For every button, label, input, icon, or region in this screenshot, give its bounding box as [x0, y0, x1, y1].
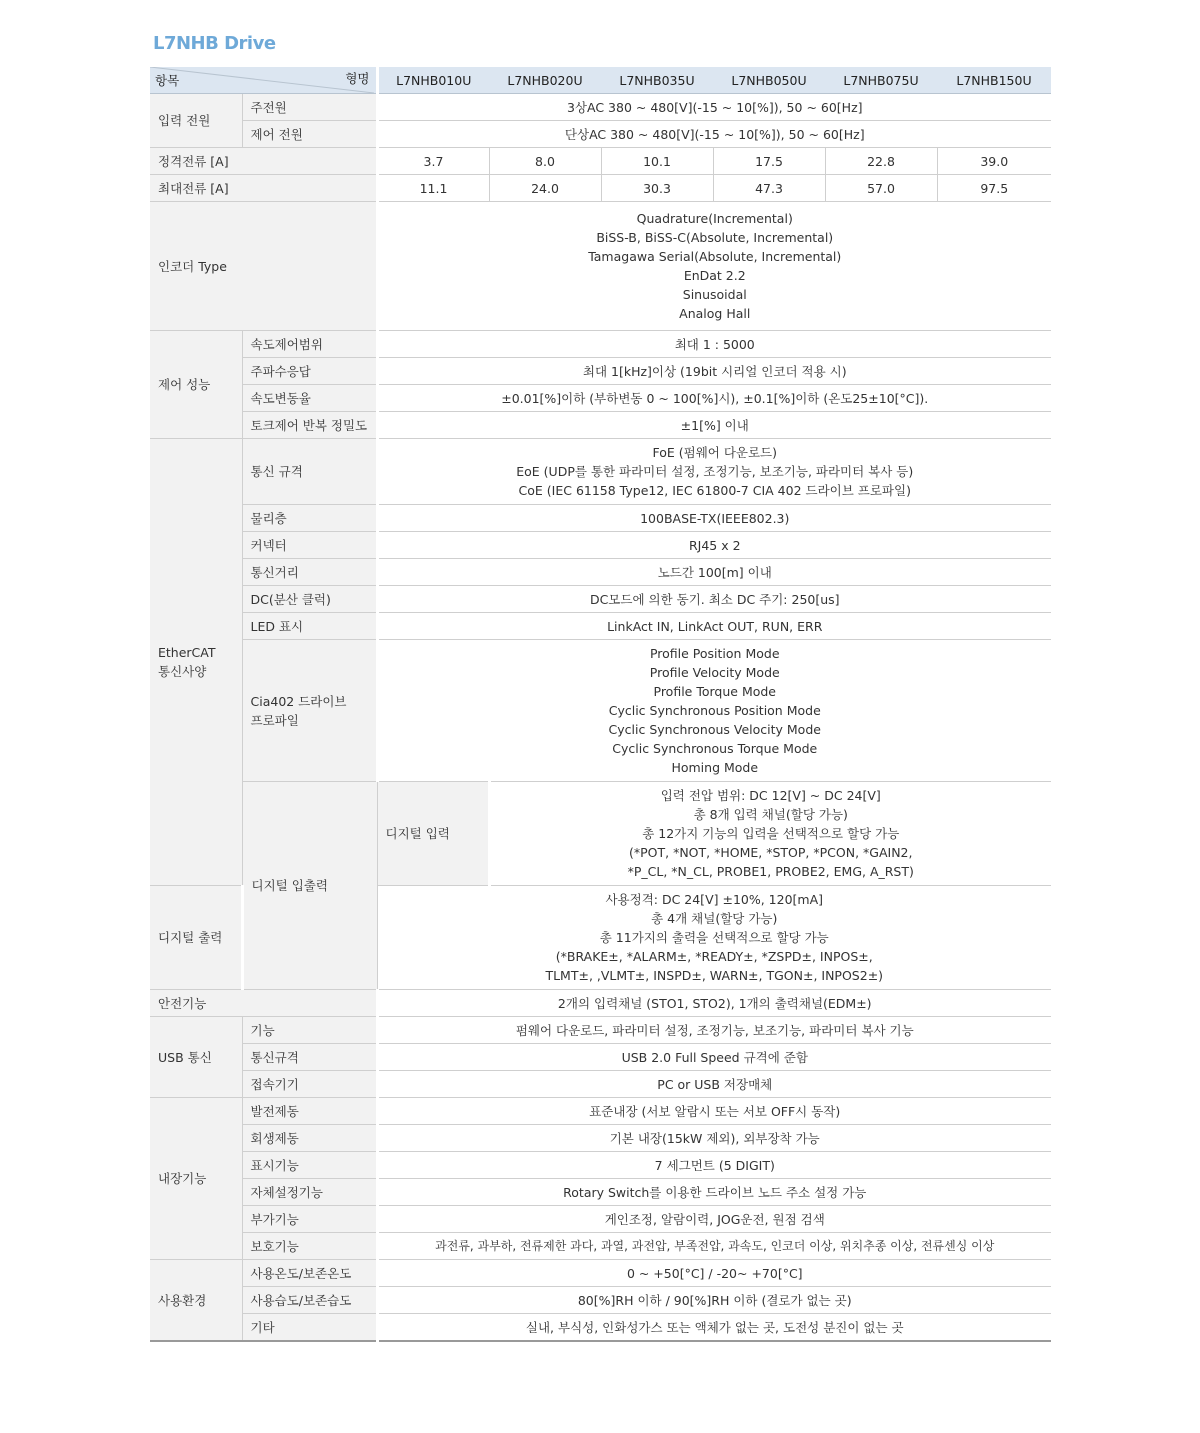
table-row	[150, 782, 1051, 886]
model-header: L7NHB050U	[713, 67, 825, 94]
row-label: LED 표시	[242, 613, 377, 640]
text-line: Profile Position Mode	[649, 646, 780, 661]
table-row	[150, 358, 1051, 385]
table-row	[150, 121, 1051, 148]
row-value: 최대 1 : 5000	[377, 331, 1051, 358]
table-row	[150, 412, 1051, 439]
row-value: 7 세그먼트 (5 DIGIT)	[377, 1152, 1051, 1179]
row-label: 디지털 출력	[150, 886, 242, 990]
current-value: 57.0	[825, 175, 937, 202]
row-label: 통신 규격	[242, 439, 377, 505]
diagonal-divider	[150, 67, 374, 93]
current-value: 22.8	[825, 148, 937, 175]
model-header: L7NHB150U	[937, 67, 1051, 94]
table-row	[150, 1017, 1051, 1044]
row-value: 노드간 100[m] 이내	[377, 559, 1051, 586]
page-title: L7NHB Drive	[153, 33, 276, 54]
row-label-profile	[242, 640, 377, 782]
text-line: EnDat 2.2	[683, 268, 746, 283]
row-value: DC모드에 의한 동기. 최소 DC 주기: 250[us]	[377, 586, 1051, 613]
row-value: 기본 내장(15kW 제외), 외부장착 가능	[377, 1125, 1051, 1152]
table-row	[150, 148, 1051, 175]
row-value: 단상AC 380 ~ 480[V](-15 ~ 10[%]), 50 ~ 60[Hz]	[377, 121, 1051, 148]
row-value: ±1[%] 이내	[377, 412, 1051, 439]
table-row	[150, 559, 1051, 586]
row-label: 물리층	[242, 505, 377, 532]
text-line: 통신사양	[158, 664, 207, 679]
digital-input-spec	[489, 782, 1051, 886]
model-header: L7NHB035U	[601, 67, 713, 94]
group-label-environment: 사용환경	[150, 1260, 242, 1342]
table-row	[150, 1206, 1051, 1233]
text-line: 총 8개 입력 채널(할당 가능)	[693, 807, 848, 822]
table-row	[150, 640, 1051, 782]
table-row	[150, 331, 1051, 358]
text-line: BiSS-B, BiSS-C(Absolute, Incremental)	[596, 230, 834, 245]
group-label-digital-io: 디지털 입출력	[242, 782, 377, 990]
table-row	[150, 1260, 1051, 1287]
text-line: Analog Hall	[679, 306, 751, 321]
table-row	[150, 1098, 1051, 1125]
encoder-types	[377, 202, 1051, 331]
row-label: 보호기능	[242, 1233, 377, 1260]
row-label: 접속기기	[242, 1071, 377, 1098]
text-line: 총 4개 채널(할당 가능)	[651, 911, 778, 926]
row-value: 최대 1[kHz]이상 (19bit 시리얼 인코더 적용 시)	[377, 358, 1051, 385]
table-row	[150, 385, 1051, 412]
row-value: 실내, 부식성, 인화성가스 또는 액체가 없는 곳, 도전성 분진이 없는 곳	[377, 1314, 1051, 1342]
header-item-model-cell	[150, 67, 377, 94]
text-line: Cyclic Synchronous Torque Mode	[612, 741, 818, 756]
text-line: 사용정격: DC 24[V] ±10%, 120[mA]	[605, 892, 824, 907]
model-header: L7NHB075U	[825, 67, 937, 94]
row-value: 3상AC 380 ~ 480[V](-15 ~ 10[%]), 50 ~ 60[Hz]	[377, 94, 1051, 121]
text-line: Profile Torque Mode	[653, 684, 776, 699]
table-row	[150, 1179, 1051, 1206]
text-line: CoE (IEC 61158 Type12, IEC 61800-7 CIA 402 드라이브 프로파일)	[518, 483, 911, 498]
row-label: 주전원	[242, 94, 377, 121]
text-line: Cyclic Synchronous Velocity Mode	[608, 722, 821, 737]
row-value: 0 ~ +50[°C] / -20~ +70[°C]	[377, 1260, 1051, 1287]
table-row	[150, 439, 1051, 505]
current-value: 30.3	[601, 175, 713, 202]
row-label: 표시기능	[242, 1152, 377, 1179]
row-value: RJ45 x 2	[377, 532, 1051, 559]
text-line: 총 12가지 기능의 입력을 선택적으로 할당 가능	[642, 826, 900, 841]
group-label-usb: USB 통신	[150, 1017, 242, 1098]
row-label-max-current: 최대전류 [A]	[150, 175, 377, 202]
row-label: 부가기능	[242, 1206, 377, 1233]
row-label: 사용온도/보존온도	[242, 1260, 377, 1287]
header-row	[150, 67, 1051, 94]
row-label: 속도변동율	[242, 385, 377, 412]
table-row	[150, 1314, 1051, 1342]
row-label-safety: 안전기능	[150, 990, 377, 1017]
text-line: 총 11가지의 출력을 선택적으로 할당 가능	[599, 930, 829, 945]
text-line: Quadrature(Incremental)	[636, 211, 793, 226]
group-label-input-power: 입력 전원	[150, 94, 242, 148]
table-row	[150, 613, 1051, 640]
group-label-control: 제어 성능	[150, 331, 242, 439]
table-row	[150, 505, 1051, 532]
row-value: 펌웨어 다운로드, 파라미터 설정, 조정기능, 보조기능, 파라미터 복사 기능	[377, 1017, 1051, 1044]
model-header: L7NHB010U	[377, 67, 489, 94]
row-value: LinkAct IN, LinkAct OUT, RUN, ERR	[377, 613, 1051, 640]
profile-modes	[377, 640, 1051, 782]
table-row	[150, 586, 1051, 613]
row-value: 80[%]RH 이하 / 90[%]RH 이하 (결로가 없는 곳)	[377, 1287, 1051, 1314]
text-line: 입력 전압 범위: DC 12[V] ~ DC 24[V]	[660, 788, 881, 803]
header-model-label: 형명	[345, 71, 370, 86]
row-label: 속도제어범위	[242, 331, 377, 358]
row-value: 게인조정, 알람이력, JOG운전, 원점 검색	[377, 1206, 1051, 1233]
current-value: 39.0	[937, 148, 1051, 175]
text-line: 프로파일	[250, 712, 299, 728]
table-row	[150, 1152, 1051, 1179]
text-line: (*POT, *NOT, *HOME, *STOP, *PCON, *GAIN2,	[629, 845, 913, 860]
text-line: Profile Velocity Mode	[649, 665, 780, 680]
table-row	[150, 1125, 1051, 1152]
row-value: 2개의 입력채널 (STO1, STO2), 1개의 출력채널(EDM±)	[377, 990, 1051, 1017]
row-value: 표준내장 (서보 알람시 또는 서보 OFF시 동작)	[377, 1098, 1051, 1125]
table-row	[150, 532, 1051, 559]
row-label: 발전제동	[242, 1098, 377, 1125]
current-value: 3.7	[377, 148, 489, 175]
row-label: 자체설정기능	[242, 1179, 377, 1206]
text-line: Homing Mode	[671, 760, 759, 775]
row-value: 100BASE-TX(IEEE802.3)	[377, 505, 1051, 532]
current-value: 97.5	[937, 175, 1051, 202]
table-row	[150, 1071, 1051, 1098]
current-value: 8.0	[489, 148, 601, 175]
text-line: EtherCAT	[158, 645, 216, 660]
current-value: 11.1	[377, 175, 489, 202]
header-item-label: 항목	[155, 73, 180, 88]
row-value: PC or USB 저장매체	[377, 1071, 1051, 1098]
text-line: EoE (UDP를 통한 파라미터 설정, 조정기능, 보조기능, 파라미터 복사 등)	[516, 464, 914, 479]
comm-spec	[377, 439, 1051, 505]
text-line: FoE (펌웨어 다운로드)	[652, 445, 777, 460]
current-value: 24.0	[489, 175, 601, 202]
text-line: Sinusoidal	[682, 287, 747, 302]
text-line: Cia402 드라이브	[250, 693, 347, 709]
table-row	[150, 175, 1051, 202]
row-label: 통신규격	[242, 1044, 377, 1071]
row-label: 커넥터	[242, 532, 377, 559]
table-row	[150, 1287, 1051, 1314]
row-label: 기능	[242, 1017, 377, 1044]
table-row	[150, 202, 1051, 331]
row-label: 기타	[242, 1314, 377, 1342]
current-value: 17.5	[713, 148, 825, 175]
group-label-ethercat	[150, 439, 242, 886]
row-value: USB 2.0 Full Speed 규격에 준함	[377, 1044, 1051, 1071]
table-row	[150, 1233, 1051, 1260]
row-label: DC(분산 클럭)	[242, 586, 377, 613]
model-header: L7NHB020U	[489, 67, 601, 94]
row-label: 사용습도/보존습도	[242, 1287, 377, 1314]
row-label: 통신거리	[242, 559, 377, 586]
table-row	[150, 1044, 1051, 1071]
row-value: Rotary Switch를 이용한 드라이브 노드 주소 설정 가능	[377, 1179, 1051, 1206]
row-label: 디지털 입력	[377, 782, 489, 886]
text-line: Cyclic Synchronous Position Mode	[608, 703, 821, 718]
current-value: 47.3	[713, 175, 825, 202]
row-label: 토크제어 반복 정밀도	[242, 412, 377, 439]
table-row	[150, 990, 1051, 1017]
row-label-encoder: 인코더 Type	[150, 202, 377, 331]
row-label-rated-current: 정격전류 [A]	[150, 148, 377, 175]
group-label-builtin: 내장기능	[150, 1098, 242, 1260]
row-label: 제어 전원	[242, 121, 377, 148]
row-label: 회생제동	[242, 1125, 377, 1152]
digital-output-spec	[377, 886, 1051, 990]
text-line: Tamagawa Serial(Absolute, Incremental)	[588, 249, 842, 264]
table-row	[150, 94, 1051, 121]
current-value: 10.1	[601, 148, 713, 175]
row-value: ±0.01[%]이하 (부하변동 0 ~ 100[%]시), ±0.1[%]이하 (온도25±10[°C]).	[377, 385, 1051, 412]
text-line: (*BRAKE±, *ALARM±, *READY±, *ZSPD±, INPOS±,	[555, 949, 873, 964]
row-label: 주파수응답	[242, 358, 377, 385]
row-value: 과전류, 과부하, 전류제한 과다, 과열, 과전압, 부족전압, 과속도, 인코더 이상, 위치추종 이상, 전류센싱 이상	[377, 1233, 1051, 1260]
spec-table	[150, 67, 1051, 1342]
text-line: *P_CL, *N_CL, PROBE1, PROBE2, EMG, A_RST)	[627, 864, 914, 879]
text-line: TLMT±, ,VLMT±, INSPD±, WARN±, TGON±, INPOS2±)	[545, 968, 884, 983]
